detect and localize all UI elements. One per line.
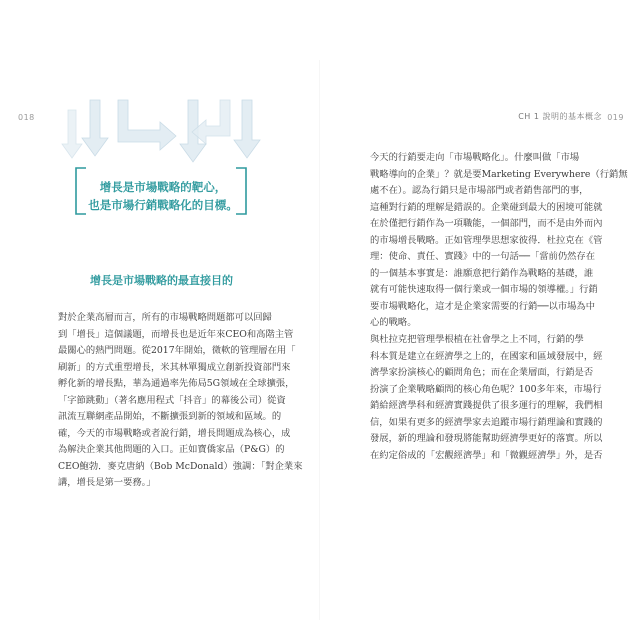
body-line: 就有可能快速取得一個行業或一個市場的領導權。」行銷 [370, 284, 598, 296]
body-line: 為解決企業其他問題的入口。正如寶僑家品（P&G）的 [58, 444, 285, 456]
pull-quote [72, 160, 250, 222]
body-line: 確，今天的市場戰略或者說行銷，增長問題成為核心，成 [58, 427, 291, 439]
body-line: 科本質是建立在經濟學之上的，在國家和區域發展中，經 [370, 350, 603, 362]
body-line: 訊流互聯網產品開始，不斷擴張到新的領域和區域。的 [58, 411, 282, 423]
body-line: 在於僅把行銷作為一項職能，一個部門，而不是由外而內 [370, 218, 603, 230]
body-line: 這種對行銷的理解是錯誤的。企業碰到最大的困境可能就 [370, 201, 603, 213]
body-line: 在約定俗成的「宏觀經濟學」和「微觀經濟學」外，是否 [370, 449, 603, 461]
body-line: 要市場戰略化，這才是企業家需要的行銷──以市場為中 [370, 300, 596, 312]
body-line: 處不在）。認為行銷只是市場部門或者銷售部門的事， [370, 185, 589, 197]
body-line: 孵化新的增長點，華為通過率先佈局5G領域在全球擴張， [58, 378, 295, 390]
right-body-text [370, 150, 628, 464]
body-line: 信，如果有更多的經濟學家去追蹤市場行銷理論和實踐的 [370, 416, 603, 428]
body-line: 銷給經濟學科和經濟實踐提供了很多運行的理解，我們相 [370, 400, 603, 412]
pull-quote-line-1: 增長是市場戰略的靶心， [99, 180, 227, 194]
body-line: CEO鮑勃．麥克唐納（Bob McDonald）強調：「對企業來 [58, 460, 303, 472]
body-line: 到「增長」這個議題，而增長也是近年來CEO和高階主管 [58, 328, 294, 340]
body-line: 的市場增長戰略。正如管理學思想家彼得．杜拉克在《管 [370, 234, 603, 246]
body-line: 戰略導向的企業」？就是要Marketing Everywhere（行銷無 [370, 168, 628, 180]
left-page-number: 018 [18, 113, 35, 122]
body-line: 講，增長是第一要務。」 [58, 477, 156, 489]
body-line: 「字節跳動」（著名應用程式「抖音」的幕後公司）從資 [58, 394, 286, 406]
body-line: 最關心的熱門問題。從2017年開始，微軟的管理層在用「 [58, 345, 296, 357]
body-line: 今天的行銷要走向「市場戰略化」。什麼叫做「市場 [370, 152, 580, 163]
section-heading: 增長是市場戰略的最直接目的 [90, 274, 233, 287]
body-line: 與杜拉克把管理學根植在社會學之上不同，行銷的學 [370, 334, 584, 346]
pull-quote-line-2: 也是市場行銷戰略化的目標。 [88, 198, 238, 212]
body-line: 刷新」的方式重塑增長，米其林單獨成立創新投資部門來 [58, 361, 291, 373]
body-line: 濟學家扮演核心的顧問角色；而在企業層面，行銷是否 [370, 367, 594, 379]
running-head: CH 1 說明的基本概念 [518, 112, 602, 121]
body-line: 扮演了企業戰略顧問的核心角色呢？100多年來，市場行 [370, 383, 602, 395]
body-line: 的一個基本事實是：誰願意把行銷作為戰略的基礎，誰 [370, 267, 594, 279]
body-line: 理：使命、責任、實踐》中的一句話──「當前仍然存在 [370, 251, 596, 263]
body-line: 對於企業高層而言，所有的市場戰略問題都可以回歸 [58, 312, 272, 323]
left-body-text [58, 310, 303, 492]
body-line: 發展，新的理論和發現將能幫助經濟學更好的落實。所以 [370, 433, 603, 445]
body-line: 心的戰略。 [370, 317, 417, 329]
right-page-number: 019 [607, 113, 624, 122]
